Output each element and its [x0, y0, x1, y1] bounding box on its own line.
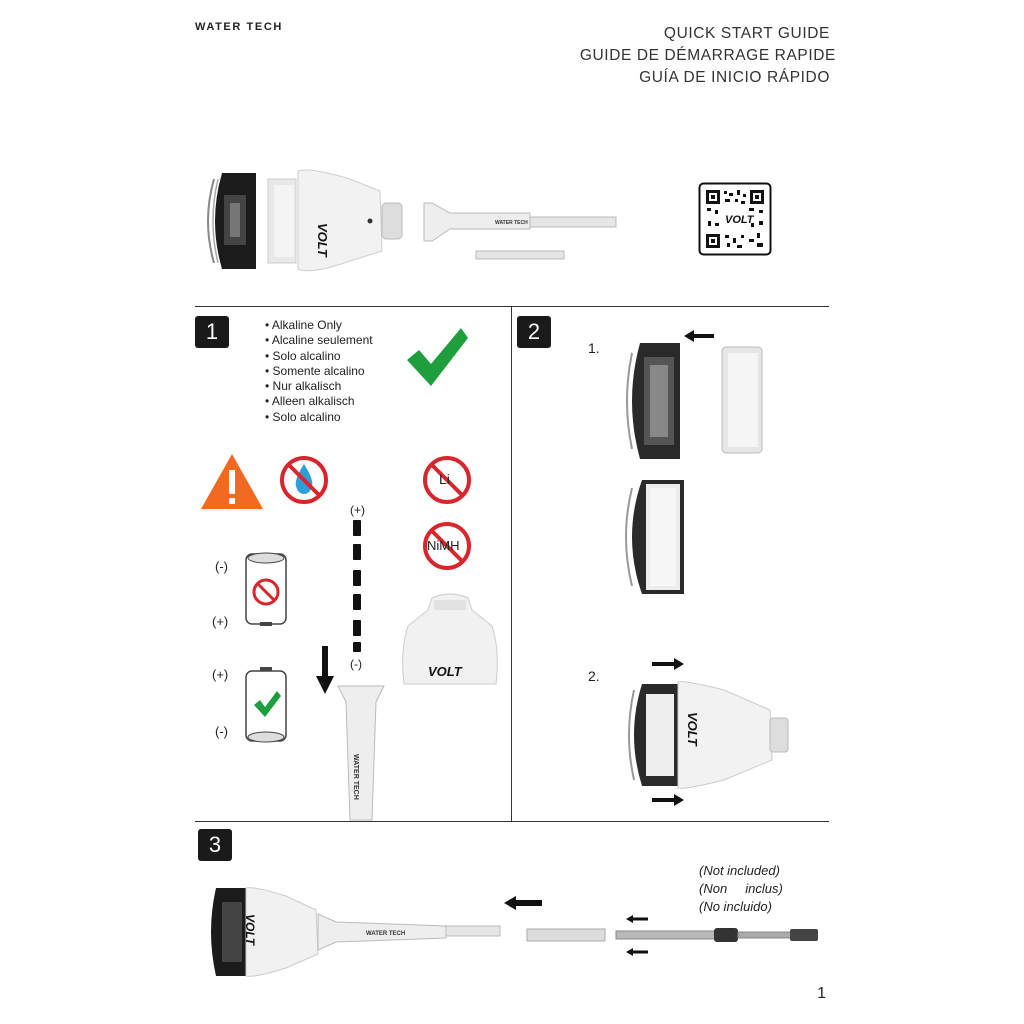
substep-1-label: 1. — [588, 340, 600, 356]
volt-logo: VOLT — [685, 712, 700, 746]
title-es: GUÍA DE INICIO RÁPIDO — [639, 69, 830, 86]
stack-minus-label: (-) — [350, 657, 362, 671]
volt-logo: VOLT — [315, 223, 330, 257]
pole-brand: WATER TECH — [366, 931, 406, 937]
step-3-badge: 3 — [198, 829, 232, 861]
battery-stack — [350, 520, 364, 652]
checkmark-icon — [405, 326, 469, 388]
battery-correct-orientation — [244, 667, 288, 745]
arrow-right-top-icon — [652, 658, 684, 670]
product-exploded-view — [200, 165, 630, 275]
step-2-badge: 2 — [517, 316, 551, 348]
front-grille-part — [208, 173, 256, 269]
arrow-left-icon — [684, 330, 714, 342]
filter-bag — [720, 345, 764, 455]
brand-name: WATER TECH — [195, 21, 283, 33]
title-fr: GUIDE DE DÉMARRAGE RAPIDE — [579, 47, 836, 64]
arrow-right-bottom-icon — [652, 794, 684, 806]
vacuum-head-part — [298, 170, 402, 271]
warning-icon — [200, 452, 264, 510]
extension-tube — [526, 928, 606, 942]
assembled-head — [624, 680, 794, 790]
list-item: • Alcaline seulement — [265, 333, 373, 348]
divider-bottom — [195, 821, 829, 822]
extension-tube-part — [476, 251, 564, 259]
page-number: 1 — [817, 985, 826, 1002]
grille-frame — [624, 343, 682, 459]
no-water-icon — [278, 454, 330, 506]
note-fr: (Non inclus) — [699, 881, 783, 896]
volt-logo: VOLT — [243, 914, 257, 946]
divider-middle — [511, 306, 512, 821]
telescopic-pole — [614, 926, 820, 944]
pole-brand: WATER TECH — [495, 220, 528, 226]
list-item: • Nur alkalisch — [265, 379, 373, 394]
arrow-left-small-bottom-icon — [626, 948, 648, 956]
nimh-label: NiMH — [427, 538, 460, 553]
pole-insert-battery — [336, 684, 386, 820]
assembled-vacuum — [206, 884, 506, 980]
stack-plus-label: (+) — [350, 503, 365, 517]
pole-brand-vertical: WATER TECH — [352, 754, 359, 800]
volt-logo: VOLT — [428, 664, 462, 679]
qr-logo: VOLT — [725, 214, 754, 226]
vacuum-head-back — [402, 590, 498, 686]
arrow-down-icon — [316, 646, 334, 694]
note-en: (Not included) — [699, 863, 780, 878]
not-included-notes — [699, 862, 783, 916]
battery-wrong-orientation — [244, 550, 288, 628]
correct-battery-plus-label: (+) — [212, 667, 229, 682]
lithium-label: Li — [439, 471, 450, 487]
substep-2-label: 2. — [588, 668, 600, 684]
note-es: (No incluido) — [699, 899, 772, 914]
guide-titles — [580, 23, 836, 89]
wrong-battery-plus-label: (+) — [212, 614, 229, 629]
correct-battery-minus-label: (-) — [215, 724, 228, 739]
list-item: • Solo alcalino — [265, 410, 373, 425]
pole-part — [424, 203, 616, 241]
alkaline-only-list — [265, 318, 373, 425]
arrow-left-large-icon — [504, 896, 542, 910]
qr-code[interactable] — [699, 183, 771, 255]
list-item: • Alleen alkalisch — [265, 394, 373, 409]
arrow-left-small-top-icon — [626, 915, 648, 923]
wrong-battery-minus-label: (-) — [215, 559, 228, 574]
list-item: • Alkaline Only — [265, 318, 373, 333]
divider-top — [195, 306, 829, 307]
list-item: • Somente alcalino — [265, 364, 373, 379]
title-en: QUICK START GUIDE — [663, 25, 830, 42]
step-1-badge: 1 — [195, 316, 229, 348]
list-item: • Solo alcalino — [265, 349, 373, 364]
filter-bag-part — [268, 179, 296, 263]
grille-with-filter — [620, 480, 686, 594]
